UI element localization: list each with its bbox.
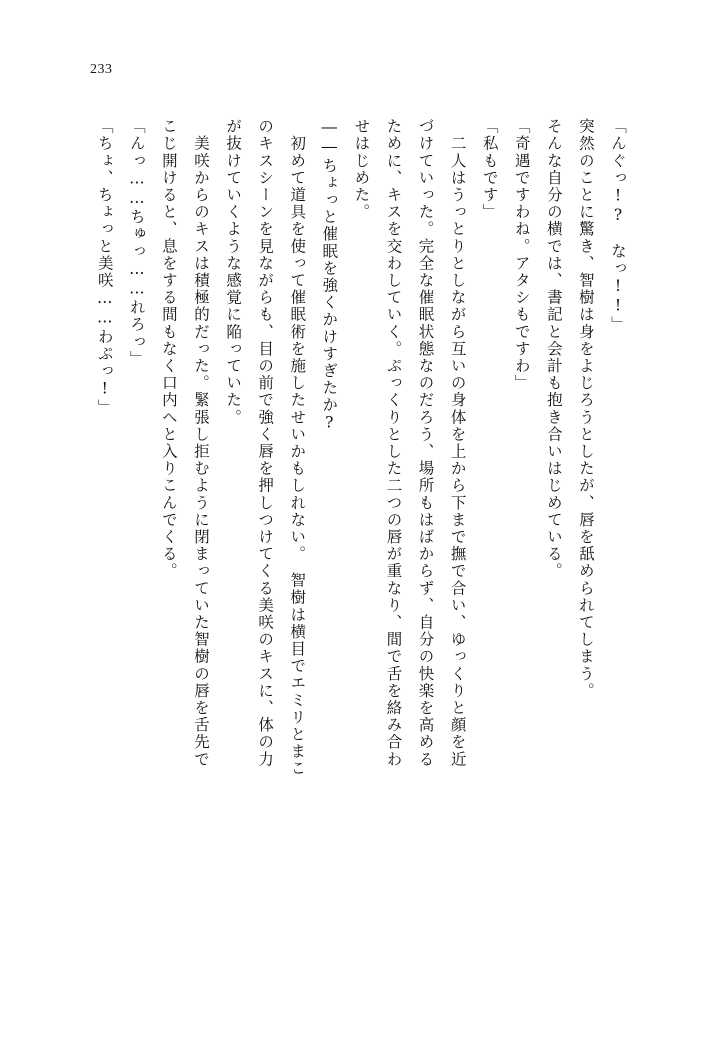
text-line: ために、キスを交わしていく。ぷっくりとした二つの唇が重なり、間で舌を絡み合わ	[384, 118, 403, 768]
text-line: 「んぐっ!? なっ!!」	[609, 118, 627, 334]
text-line: 「ちょ、ちょっと美咲……わぷっ!」	[95, 118, 114, 417]
page-text-body	[89, 118, 634, 998]
text-line: づけていった。完全な催眠状態なのだろう、場所もはばからず、自分の快楽を高める	[416, 118, 435, 768]
text-line: 二人はうっとりとしながら互いの身体を上から下まで撫で合い、ゆっくりと顔を近	[448, 118, 467, 768]
text-line: 「奇遇ですわね。アタシもですわ」	[512, 118, 531, 392]
text-line: 「私もです」	[480, 118, 499, 221]
text-line: 初めて道具を使って催眠術を施したせいかもしれない。 智樹は横目でエミリとまこ	[288, 118, 307, 778]
text-line: そんな自分の横では、書記と会計も抱き合いはじめている。	[544, 118, 563, 580]
page-number: 233	[90, 62, 113, 77]
text-line: 美咲からのキスは積極的だった。緊張し拒むように閉まっていた智樹の唇を舌先で	[191, 118, 210, 768]
text-line: 突然のことに驚き、智樹は身をよじろうとしたが、唇を舐められてしまう。	[576, 118, 595, 700]
text-line: が抜けていくような感覚に陥っていた。	[224, 118, 243, 426]
text-line: ――ちょっと催眠を強くかけすぎたか?	[320, 118, 339, 434]
text-line: こじ開けると、息をする間もなく口内へと入りこんでくる。	[159, 118, 178, 580]
text-line: 「んっ……ちゅっ……れろっ」	[127, 118, 146, 368]
text-line: せはじめた。	[352, 118, 371, 221]
text-line: のキスシーンを見ながらも、目の前で強く唇を押しつけてくる美咲のキスに、体の力	[256, 118, 275, 768]
